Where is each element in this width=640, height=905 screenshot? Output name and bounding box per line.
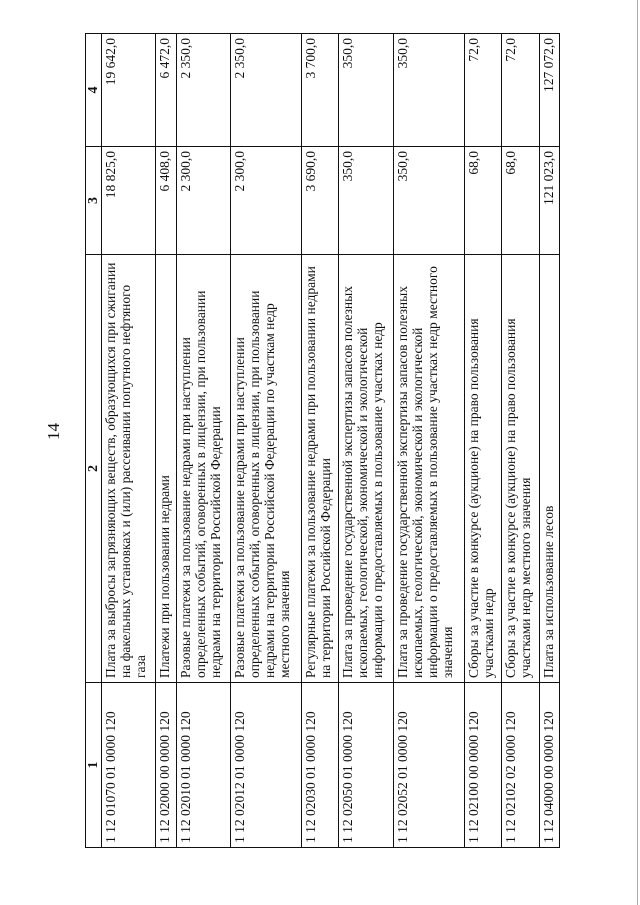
table-row bbox=[156, 34, 176, 848]
column-header: 3 bbox=[86, 147, 102, 255]
row-value-col4: 19 642,0 bbox=[102, 34, 156, 147]
row-name-cell: Разовые платежи за пользование недрами при наступлении определенных событий, оговоренных в лицензии, при пользовании недрами на территории Российской Федерации по участкам недр местного значения bbox=[230, 255, 301, 683]
row-value-col4: 6 472,0 bbox=[156, 34, 176, 147]
row-value-col4: 72,0 bbox=[464, 34, 501, 147]
row-code-cell: 1 12 02100 00 0000 120 bbox=[464, 683, 501, 848]
row-name-cell: Платежи при пользовании недрами bbox=[156, 255, 176, 683]
header-row bbox=[86, 34, 102, 848]
row-code-cell: 1 12 02010 01 0000 120 bbox=[176, 683, 230, 848]
row-value-col3: 350,0 bbox=[339, 147, 393, 255]
row-value-col4: 72,0 bbox=[502, 34, 539, 147]
row-value-col4: 350,0 bbox=[339, 34, 393, 147]
table-row bbox=[302, 34, 339, 848]
row-name-cell: Сборы за участие в конкурсе (аукционе) на право пользования участками недр bbox=[464, 255, 501, 683]
budget-table bbox=[85, 33, 560, 848]
row-code-cell: 1 12 04000 00 0000 120 bbox=[539, 683, 559, 848]
row-value-col3: 68,0 bbox=[502, 147, 539, 255]
page-number: 14 bbox=[44, 423, 63, 440]
row-name-cell: Плата за использование лесов bbox=[539, 255, 559, 683]
table-row bbox=[502, 34, 539, 848]
row-code-cell: 1 12 01070 01 0000 120 bbox=[102, 683, 156, 848]
page-edge-line bbox=[637, 0, 638, 905]
row-name-cell: Плата за проведение государственной экспертизы запасов полезных ископаемых, геологической, экономической и экологической информации о предоставляемых в пользование участках недр местного значения bbox=[393, 255, 464, 683]
row-value-col3: 2 300,0 bbox=[230, 147, 301, 255]
row-name-cell: Разовые платежи за пользование недрами при наступлении определенных событий, оговоренных в лицензии, при пользовании недрами на территории Российской Федерации bbox=[176, 255, 230, 683]
row-value-col3: 350,0 bbox=[393, 147, 464, 255]
row-value-col3: 2 300,0 bbox=[176, 147, 230, 255]
row-code-cell: 1 12 02012 01 0000 120 bbox=[230, 683, 301, 848]
row-name-cell: Плата за выбросы загрязняющих веществ, образующихся при сжигании на факельных установках и (или) рассеивании попутного нефтяного газа bbox=[102, 255, 156, 683]
table-row bbox=[393, 34, 464, 848]
row-code-cell: 1 12 02052 01 0000 120 bbox=[393, 683, 464, 848]
table-row bbox=[539, 34, 559, 848]
table-row bbox=[464, 34, 501, 848]
row-value-col3: 6 408,0 bbox=[156, 147, 176, 255]
table-row bbox=[339, 34, 393, 848]
row-code-cell: 1 12 02000 00 0000 120 bbox=[156, 683, 176, 848]
row-name-cell: Сборы за участие в конкурсе (аукционе) на право пользования участками недр местного значения bbox=[502, 255, 539, 683]
row-name-cell: Плата за проведение государственной экспертизы запасов полезных ископаемых, геологической, экономической и экологической информации о предоставляемых в пользование участках недр bbox=[339, 255, 393, 683]
row-value-col3: 121 023,0 bbox=[539, 147, 559, 255]
table-row bbox=[102, 34, 156, 848]
row-value-col4: 2 350,0 bbox=[230, 34, 301, 147]
row-code-cell: 1 12 02030 01 0000 120 bbox=[302, 683, 339, 848]
row-name-cell: Регулярные платежи за пользование недрами при пользовании недрами на территории Российской Федерации bbox=[302, 255, 339, 683]
row-code-cell: 1 12 02102 02 0000 120 bbox=[502, 683, 539, 848]
row-value-col4: 3 700,0 bbox=[302, 34, 339, 147]
column-header: 4 bbox=[86, 34, 102, 147]
row-code-cell: 1 12 02050 01 0000 120 bbox=[339, 683, 393, 848]
rotated-table-container bbox=[85, 34, 560, 848]
row-value-col4: 350,0 bbox=[393, 34, 464, 147]
row-value-col3: 18 825,0 bbox=[102, 147, 156, 255]
table-row bbox=[176, 34, 230, 848]
row-value-col3: 68,0 bbox=[464, 147, 501, 255]
column-header: 2 bbox=[86, 255, 102, 683]
row-value-col4: 127 072,0 bbox=[539, 34, 559, 147]
table-row bbox=[230, 34, 301, 848]
column-header: 1 bbox=[86, 683, 102, 848]
row-value-col3: 3 690,0 bbox=[302, 147, 339, 255]
row-value-col4: 2 350,0 bbox=[176, 34, 230, 147]
